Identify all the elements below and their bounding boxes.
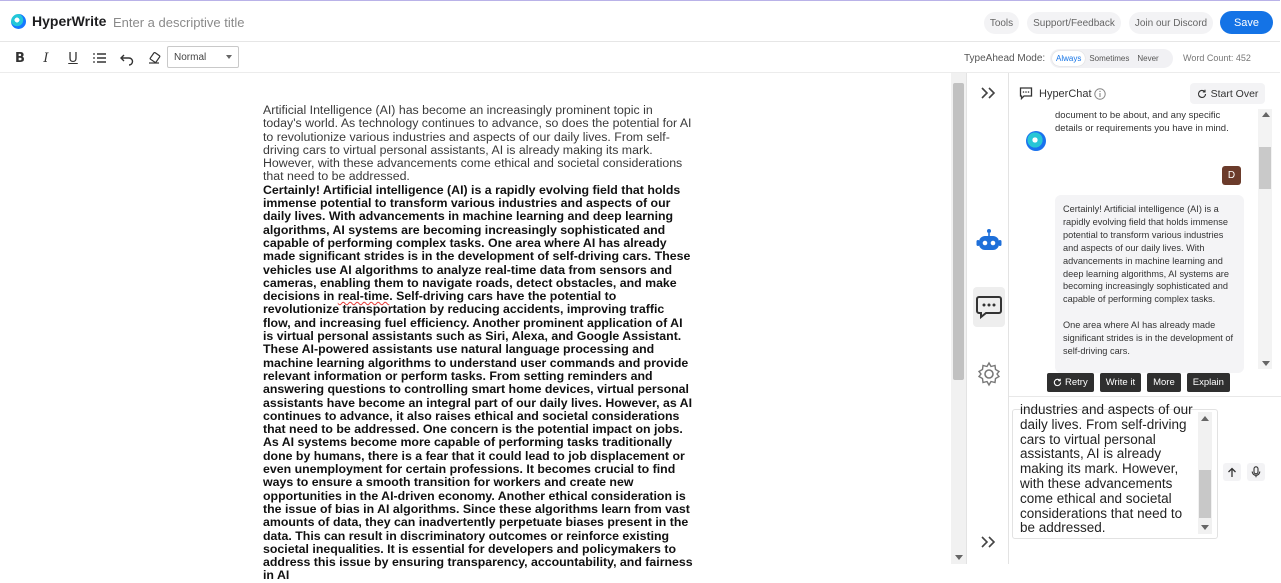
scroll-down-arrow-icon[interactable] — [1201, 525, 1209, 530]
typeahead-option-never[interactable]: Never — [1137, 54, 1159, 63]
double-chevron-right-icon — [980, 535, 998, 549]
editor-scrollbar[interactable] — [951, 73, 966, 564]
assistant-side-rail — [966, 73, 1008, 564]
generated-text-part-2: . Self-driving cars have the potential to revolutionize transportation by reducing accidents, improving traffic flow, and increasing fuel efficiency. Another prominent application of AI is virtual personal assistants such as Siri, Alexa, and Google Assistant. These AI-powered assistants use natural language processing and machine learning algorithms to understand user commands and provide relevant information or perform tasks. From setting reminders and answering questions to controlling smart home devices, virtual personal assistants have become an integral part of our daily lives. However, as AI continues to advance, it also raises ethical and societal considerations that need to be addressed. One concern is the potential impact on jobs. As AI systems become more capable of performing tasks traditionally done by humans, there is a fear that it could lead to job displacement or even unemployment for certain professions. It becomes crucial to find ways to ensure a smooth transition for workers and create new opportunities in the AI-driven economy. Another ethical consideration is the issue of bias in AI algorithms. Since these algorithms learn from vast amounts of data, they can inadvertently perpetuate biases present in the data. This can result in discriminatory outcomes or reinforce existing societal inequalities. It is essential for developers and policymakers to address this issue by ensuring transparency, accountability, and fairness in AI — [263, 289, 693, 583]
typeahead-mode-toggle — [1050, 49, 1173, 68]
write-it-button[interactable]: Write it — [1100, 373, 1141, 392]
retry-label: Retry — [1065, 377, 1088, 388]
chat-icon — [1019, 87, 1033, 100]
italic-icon[interactable]: I — [43, 50, 49, 66]
double-chevron-right-icon — [980, 86, 998, 100]
ai-message-paragraph-1: Certainly! Artificial intelligence (AI) is a rapidly evolving field that holds immense potential to transform various industries and aspects of our daily lives. With advancements in machine learning and deep learning algorithms, AI systems are becoming increasingly sophisticated and capable of performing complex tasks. — [1063, 204, 1229, 305]
send-button[interactable] — [1223, 463, 1241, 481]
spellcheck-flagged-word[interactable]: real-time — [337, 289, 390, 304]
info-icon[interactable] — [1094, 88, 1106, 100]
start-over-label: Start Over — [1210, 87, 1259, 100]
retry-icon — [1053, 378, 1062, 387]
word-count: Word Count: 452 — [1183, 53, 1251, 63]
top-header — [0, 2, 1280, 42]
scroll-down-arrow-icon[interactable] — [955, 555, 963, 560]
microphone-icon — [1251, 466, 1261, 478]
scroll-down-arrow-icon[interactable] — [1262, 361, 1270, 366]
hyperchat-panel — [1008, 73, 1280, 564]
typeahead-option-sometimes[interactable]: Sometimes — [1089, 54, 1130, 63]
app-logo[interactable] — [11, 13, 106, 29]
chat-input-text[interactable]: industries and aspects of our daily lives. From self-driving cars to virtual personal assistants, AI is already making its mark. However, with these advancements come ethical and societal considerations that need to be addressed. — [1020, 402, 1193, 536]
chevron-down-icon — [226, 55, 232, 59]
arrow-up-icon — [1227, 467, 1237, 478]
retry-button[interactable] — [1047, 373, 1094, 392]
hyperchat-rail-button[interactable] — [973, 287, 1005, 327]
composer-scroll-thumb[interactable] — [1199, 470, 1211, 518]
generated-paragraph[interactable] — [263, 184, 693, 583]
document-editor[interactable] — [0, 73, 951, 583]
ai-message-bubble — [1055, 195, 1244, 373]
bold-icon[interactable]: B — [15, 50, 25, 66]
tools-button[interactable]: Tools — [984, 12, 1019, 34]
chat-header — [1009, 81, 1281, 107]
chat-divider — [1009, 396, 1281, 397]
typeahead-option-always[interactable]: Always — [1052, 51, 1085, 66]
scroll-up-arrow-icon[interactable] — [1262, 112, 1270, 117]
formatting-toolbar — [0, 42, 1280, 73]
text-style-select[interactable] — [167, 46, 239, 68]
hyperwrite-avatar-icon — [1026, 131, 1046, 151]
document-title-input[interactable] — [113, 11, 713, 33]
user-avatar: D — [1222, 166, 1241, 185]
agents-button[interactable] — [973, 225, 1005, 257]
message-actions — [1047, 373, 1230, 393]
expand-panel-button[interactable] — [973, 526, 1005, 558]
app-name: HyperWrite — [32, 13, 107, 29]
scroll-up-arrow-icon[interactable] — [1201, 416, 1209, 421]
gear-icon — [976, 361, 1002, 387]
chat-message-input[interactable] — [1012, 402, 1218, 539]
hyperwrite-logo-icon — [11, 14, 26, 29]
chat-bubble-icon — [976, 295, 1002, 319]
list-icon[interactable] — [92, 50, 108, 66]
collapse-panel-button[interactable] — [973, 77, 1005, 109]
support-feedback-button[interactable]: Support/Feedback — [1027, 12, 1121, 34]
join-discord-button[interactable]: Join our Discord — [1129, 12, 1213, 34]
more-button[interactable]: More — [1147, 373, 1181, 392]
ai-message-paragraph-2: One area where AI has already made significant strides is in the development of self-driving cars. — [1063, 320, 1234, 357]
explain-button[interactable]: Explain — [1187, 373, 1230, 392]
chat-scroll-thumb[interactable] — [1259, 147, 1271, 189]
generated-text-part-1: Certainly! Artificial intelligence (AI) is a rapidly evolving field that holds immense potential to transform various industries and aspects of our daily lives. With advancements in machine learning and deep learning algorithms, AI systems are becoming increasingly sophisticated and capable of performing complex tasks. One area where AI has already made significant strides is in the development of self-driving cars. These vehicles use AI algorithms to analyze real-time data from sensors and cameras, enabling them to navigate roads, detect obstacles, and make decisions in — [263, 182, 691, 304]
editor-scroll-thumb[interactable] — [953, 83, 964, 380]
start-over-button[interactable] — [1190, 83, 1265, 104]
underline-icon[interactable]: U — [68, 50, 78, 66]
chat-title: HyperChat — [1039, 88, 1092, 100]
ai-message-previous: document to be about, and any specific details or requirements you have in mind. — [1055, 110, 1229, 134]
composer-scrollbar[interactable] — [1198, 412, 1212, 534]
undo-icon[interactable] — [119, 50, 135, 66]
microphone-button[interactable] — [1247, 463, 1265, 481]
robot-icon — [975, 228, 1003, 254]
document-body[interactable] — [263, 104, 693, 583]
refresh-icon — [1197, 89, 1207, 99]
document-intro-paragraph[interactable]: Artificial Intelligence (AI) has become an increasingly prominent topic in today's world. As technology continues to advance, so does the potential for AI to revolutionize various industries and aspects of our daily lives. From self-driving cars to virtual personal assistants, AI is already making its mark. However, with these advancements come ethical and societal considerations that need to be addressed. — [263, 103, 692, 184]
chat-scrollbar[interactable] — [1258, 109, 1272, 369]
chat-messages — [1009, 109, 1265, 369]
save-button[interactable]: Save — [1220, 11, 1273, 34]
clear-format-icon[interactable] — [146, 50, 162, 66]
typeahead-label: TypeAhead Mode: — [964, 53, 1046, 64]
settings-button[interactable] — [973, 358, 1005, 390]
text-style-value: Normal — [174, 51, 207, 63]
